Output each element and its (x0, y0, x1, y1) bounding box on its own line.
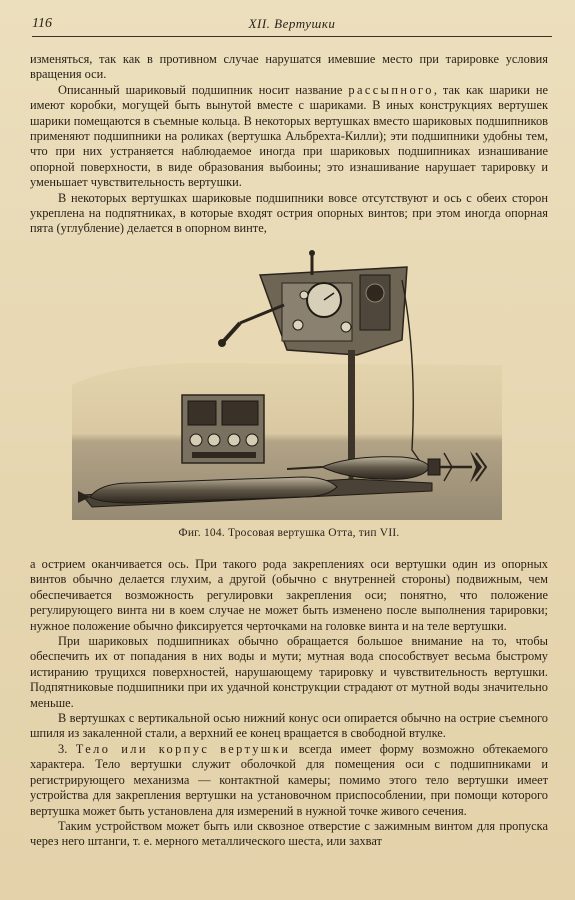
winch-housing (260, 250, 407, 355)
paragraph (30, 742, 548, 819)
section-number: 3. (58, 741, 76, 756)
paragraph: Таким устройством может быть или сквозное отверстие с зажимным винтом для пропуска через него штанги, т. е. мерного металлического шеста, или захват (30, 818, 548, 849)
text-run: всегда имеет форму возможно обтекаемого характера. Тело вертушки служит оболочкой для помещения оси с подшипниками и регистрирующего механизма — контактной камеры; помимо этого тело вертушки имеет устройства для закрепления вертушки на установочном приспособлении, при помощи которого вертушка может быть установлена для измерений в нужной точке живого сечения. (30, 741, 548, 818)
page-header (32, 14, 552, 37)
running-head: XII. Вертушки (248, 16, 336, 31)
text-block-top (30, 52, 548, 237)
text-run: Описанный шариковый подшипник носит название (58, 82, 349, 97)
spaced-term: рассыпного (348, 82, 434, 97)
figure-caption: Фиг. 104. Тросовая вертушка Отта, тип VII. (178, 527, 400, 539)
paragraph: В вертушках с вертикальной осью нижний конус оси опирается обычно на острие съемного шпиля из закаленной стали, а верхний ее конец вращается в свободной втулке. (30, 711, 548, 741)
paragraph: В некоторых вертушках шариковые подшипники вовсе отсутствуют и ось с обеих сторон укреплена на подпятниках, в которые входят острия опорных винтов; при этом иногда опорная пята (углубление) делается в опорном винте, (30, 190, 548, 236)
current-meter-illustration (72, 245, 502, 520)
spaced-term: Тело или корпус вертушки (75, 741, 291, 756)
text-block-bottom (30, 557, 548, 850)
figure-photo (72, 245, 502, 520)
page-number: 116 (32, 16, 52, 31)
text-run: , так как шарики не имеют коробки, могущей быть вынутой вместе с шариками. В иных конструкциях вертушек шарики помещаются в съемные кольца. В некоторых вертушках вместо шариковых подшипников применяют подшипники на роликах (вертушка Альбрехта-Килли); эти подшипники удобны тем, что при них устраняется наблюдаемое иногда при шариковых подшипниках изнашивание опорной поверхности, в виде образования выбоины; это изнашивание нарушает тарировку и уменьшает чувствительность вертушки. (30, 82, 548, 190)
paragraph: а острием оканчивается ось. При такого рода закреплениях оси вертушки один из опорных винтов обычно делается глухим, а другой (обычно с внутренней стороны) подвижным, чем обеспечивается возможность регулировки закрепления оси; понятно, что положение регулирующего винта ни в коем случае не может быть изменено после выполнения тарировки; нужное положение обычно фиксируется черточками на головке винта и на теле вертушки. (30, 557, 548, 633)
control-box (182, 395, 264, 463)
paragraph: При шариковых подшипниках обычно обращается большое внимание на то, чтобы обеспечить их от попадания в них воды и мути; мутная вода способствует весьма быстрому истиранию трущихся поверхностей, нарушающему тарировку и чувствительность вертушки. Подпятниковые подшипники при их удачной конструкции страдают от мутной воды значительно меньше. (30, 634, 548, 710)
paragraph (30, 83, 548, 191)
paragraph: изменяться, так как в противном случае нарушатся имевшие место при тарировке условия вращения оси. (30, 52, 548, 82)
